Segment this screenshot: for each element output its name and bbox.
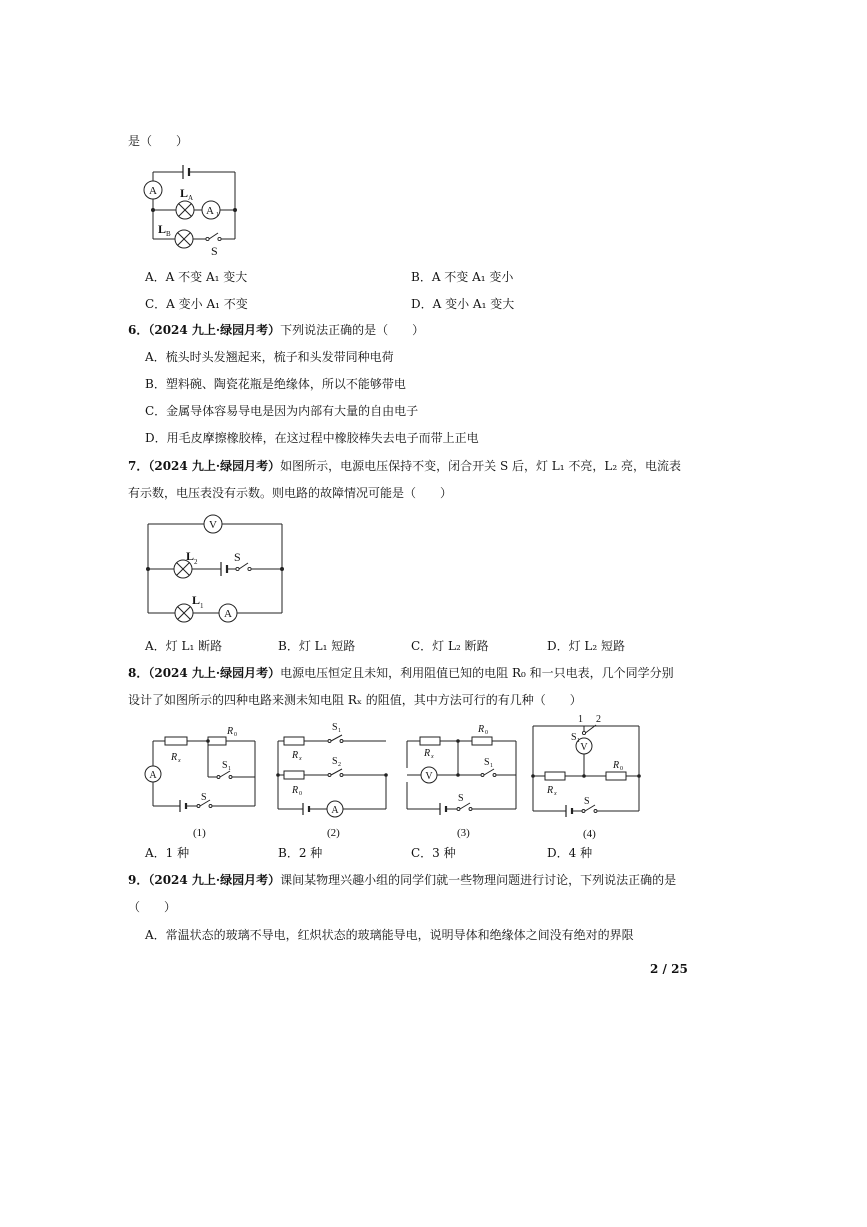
svg-text:L: L — [192, 593, 201, 607]
q7-stem-line1: 7．（2024 九上·绿园月考）如图所示，电源电压保持不变，闭合开关 S 后，灯 L₁ 不亮，L₂ 亮，电流表 — [128, 459, 681, 473]
svg-text:S: S — [584, 796, 590, 807]
svg-text:1: 1 — [216, 212, 219, 218]
q8-figure-4 — [528, 710, 648, 845]
q5-option-c: C．A 变小 A₁ 不变 — [145, 297, 248, 311]
svg-text:A: A — [149, 770, 157, 781]
svg-text:R: R — [613, 760, 620, 771]
q5-stem-tail: 是（ ） — [128, 134, 189, 148]
q7-option-d: D．灯 L₂ 短路 — [547, 639, 626, 653]
q6-option-a: A．梳头时头发翘起来，梳子和头发带同种电荷 — [145, 350, 394, 364]
svg-text:S: S — [211, 244, 218, 258]
svg-text:R: R — [478, 724, 485, 735]
svg-text:S: S — [222, 760, 228, 771]
q9-stem: 9．（2024 九上·绿园月考）课间某物理兴趣小组的同学们就一些物理问题进行讨论，下列说法正确的是 — [128, 873, 677, 887]
q6-stem: 6．（2024 九上·绿园月考）下列说法正确的是（ ） — [128, 323, 425, 337]
resistor-r0-icon — [472, 737, 492, 745]
svg-text:R: R — [227, 726, 234, 737]
svg-text:S: S — [201, 792, 207, 803]
q6-option-c: C．金属导体容易导电是因为内部有大量的自由电子 — [145, 404, 419, 418]
svg-text:(1): (1) — [193, 827, 206, 839]
svg-text:x: x — [554, 791, 557, 797]
svg-text:1: 1 — [490, 763, 493, 769]
q7-stem-line2: 有示数，电压表没有示数。则电路的故障情况可能是（ ） — [128, 486, 453, 500]
resistor-r0-icon — [606, 772, 626, 780]
q5-option-b: B．A 不变 A₁ 变小 — [411, 270, 514, 284]
svg-text:x: x — [299, 756, 302, 762]
q8-option-b: B．2 种 — [278, 846, 323, 860]
q8-stem-line1: 8．（2024 九上·绿园月考）电源电压恒定且未知，利用阻值已知的电阻 R₀ 和一只电表，几个同学分别 — [128, 666, 674, 680]
q7-circuit-figure — [140, 512, 290, 622]
q6-option-d: D．用毛皮摩擦橡胶棒，在这过程中橡胶棒失去电子而带上正电 — [145, 431, 479, 445]
svg-text:R: R — [292, 750, 299, 761]
svg-text:S: S — [234, 550, 241, 564]
svg-text:A: A — [149, 185, 157, 197]
svg-text:R: R — [424, 748, 431, 759]
resistor-rx-icon — [420, 737, 440, 745]
q8-figure-2 — [270, 718, 390, 843]
svg-text:R: R — [171, 752, 178, 763]
svg-text:A: A — [206, 205, 214, 217]
svg-text:S: S — [458, 793, 464, 804]
svg-text:1: 1 — [578, 714, 583, 725]
q8-figure-3 — [400, 718, 525, 843]
q8-option-c: C．3 种 — [411, 846, 456, 860]
svg-text:L: L — [186, 549, 195, 563]
svg-text:S: S — [484, 757, 490, 768]
svg-text:2: 2 — [596, 714, 601, 725]
resistor-rx-icon — [165, 737, 187, 745]
svg-text:x: x — [431, 754, 434, 760]
resistor-r0-icon — [208, 737, 226, 745]
svg-text:1: 1 — [338, 728, 341, 734]
page-number: 2 / 25 — [650, 962, 688, 976]
q8-option-a: A．1 种 — [145, 846, 190, 860]
q9-stem-tail: （ ） — [128, 900, 177, 914]
svg-text:S: S — [332, 756, 338, 767]
q9-option-a: A．常温状态的玻璃不导电，红炽状态的玻璃能导电，说明导体和绝缘体之间没有绝对的界限 — [145, 928, 634, 942]
svg-text:1: 1 — [228, 766, 231, 772]
svg-text:0: 0 — [620, 766, 623, 772]
svg-text:S: S — [332, 722, 338, 733]
q6-option-b: B．塑料碗、陶瓷花瓶是绝缘体，所以不能够带电 — [145, 377, 406, 391]
svg-text:R: R — [547, 785, 554, 796]
svg-text:(4): (4) — [583, 828, 596, 840]
q5-circuit-figure — [138, 160, 248, 260]
svg-text:A: A — [224, 608, 232, 620]
svg-text:R: R — [292, 785, 299, 796]
svg-text:x: x — [178, 758, 181, 764]
resistor-r0-icon — [284, 771, 304, 779]
q5-option-d: D．A 变小 A₁ 变大 — [411, 297, 515, 311]
svg-text:2: 2 — [194, 558, 198, 566]
svg-text:2: 2 — [338, 762, 341, 768]
svg-text:1: 1 — [577, 738, 580, 744]
q7-option-b: B．灯 L₁ 短路 — [278, 639, 356, 653]
svg-text:(2): (2) — [327, 827, 340, 839]
q5-option-a: A．A 不变 A₁ 变大 — [145, 270, 248, 284]
q7-option-a: A．灯 L₁ 断路 — [145, 639, 223, 653]
resistor-rx-icon — [284, 737, 304, 745]
svg-text:0: 0 — [299, 791, 302, 797]
svg-text:V: V — [425, 771, 433, 782]
svg-text:L: L — [158, 222, 167, 236]
q8-stem-line2: 设计了如图所示的四种电路来测未知电阻 Rₓ 的阻值，其中方法可行的有几种（ ） — [128, 693, 582, 707]
svg-text:S: S — [571, 732, 577, 743]
q8-option-d: D．4 种 — [547, 846, 593, 860]
svg-text:V: V — [209, 519, 217, 531]
svg-text:(3): (3) — [457, 827, 470, 839]
svg-text:V: V — [580, 742, 588, 753]
resistor-rx-icon — [545, 772, 565, 780]
svg-text:0: 0 — [234, 732, 237, 738]
svg-text:A: A — [331, 805, 339, 816]
svg-text:1: 1 — [200, 602, 204, 610]
q7-option-c: C．灯 L₂ 断路 — [411, 639, 489, 653]
svg-text:A: A — [188, 194, 194, 202]
q8-figure-1 — [145, 718, 265, 843]
svg-text:L: L — [180, 186, 189, 200]
svg-text:B: B — [166, 230, 171, 238]
svg-text:0: 0 — [485, 730, 488, 736]
